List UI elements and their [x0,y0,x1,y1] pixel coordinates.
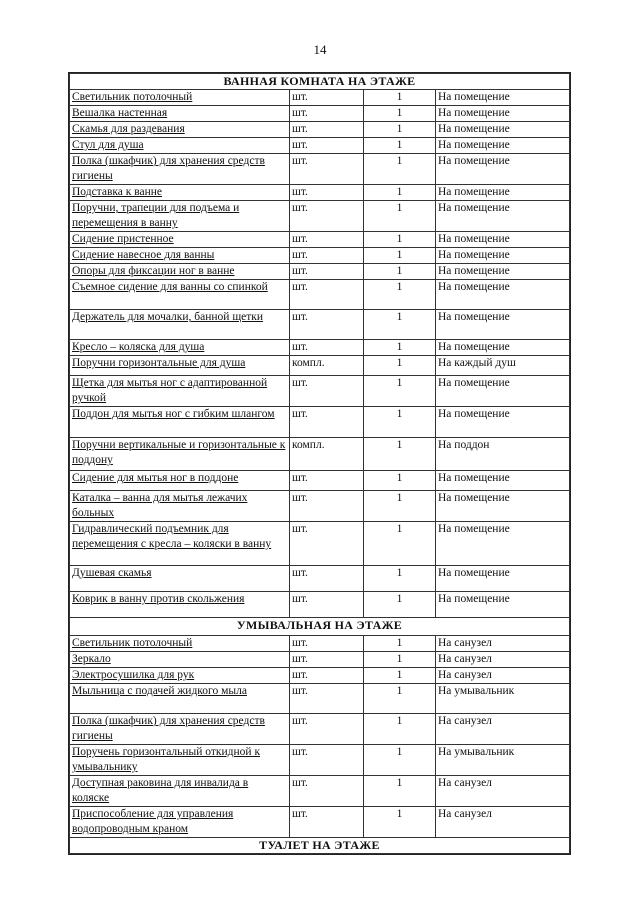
item-qty: 1 [364,90,436,106]
item-qty: 1 [364,232,436,248]
item-qty: 1 [364,592,436,618]
item-name: Мыльница с подачей жидкого мыла [70,684,290,714]
item-name: Поручень горизонтальный откидной к умывальнику [70,745,290,776]
item-qty: 1 [364,310,436,340]
item-name: Гидравлический подъемник для перемещения с кресла – коляски в ванну [70,522,290,566]
item-qty: 1 [364,122,436,138]
table-row [70,438,570,471]
table-row [70,280,570,310]
item-unit: шт. [290,340,364,356]
item-unit: шт. [290,668,364,684]
item-norm: На помещение [436,248,570,264]
item-name: Полка (шкафчик) для хранения средств гигиены [70,154,290,185]
item-qty: 1 [364,684,436,714]
table-row [70,106,570,122]
item-name: Скамья для раздевания [70,122,290,138]
item-name: Опоры для фиксации ног в ванне [70,264,290,280]
table-row [70,407,570,438]
item-qty: 1 [364,471,436,491]
item-qty: 1 [364,356,436,376]
item-name: Электросушилка для рук [70,668,290,684]
item-unit: шт. [290,652,364,668]
item-name: Стул для душа [70,138,290,154]
item-norm: На помещение [436,232,570,248]
item-name: Доступная раковина для инвалида в коляске [70,776,290,807]
table-row [70,310,570,340]
item-qty: 1 [364,407,436,438]
table-row [70,776,570,807]
item-unit: шт. [290,122,364,138]
item-norm: На каждый душ [436,356,570,376]
item-norm: На помещение [436,138,570,154]
item-qty: 1 [364,668,436,684]
item-name: Держатель для мочалки, банной щетки [70,310,290,340]
item-name: Кресло – коляска для душа [70,340,290,356]
item-norm: На умывальник [436,684,570,714]
item-qty: 1 [364,652,436,668]
item-name: Вешалка настенная [70,106,290,122]
table-row [70,340,570,356]
item-unit: шт. [290,232,364,248]
item-qty: 1 [364,745,436,776]
item-unit: шт. [290,471,364,491]
item-unit: шт. [290,522,364,566]
table-row [70,201,570,232]
item-unit: шт. [290,154,364,185]
item-unit: шт. [290,310,364,340]
table-row [70,668,570,684]
item-norm: На санузел [436,652,570,668]
table-row [70,356,570,376]
table-row [70,232,570,248]
item-qty: 1 [364,807,436,838]
table-row [70,807,570,838]
item-unit: шт. [290,185,364,201]
item-unit: шт. [290,138,364,154]
item-norm: На санузел [436,668,570,684]
section-title: УМЫВАЛЬНАЯ НА ЭТАЖЕ [70,618,570,636]
item-qty: 1 [364,185,436,201]
table-row [70,90,570,106]
item-norm: На помещение [436,592,570,618]
item-qty: 1 [364,106,436,122]
item-unit: шт. [290,714,364,745]
item-name: Светильник потолочный [70,636,290,652]
item-unit: компл. [290,356,364,376]
item-qty: 1 [364,248,436,264]
item-norm: На помещение [436,471,570,491]
item-name: Сидение навесное для ванны [70,248,290,264]
table-row [70,522,570,566]
item-name: Поручни горизонтальные для душа [70,356,290,376]
item-name: Душевая скамья [70,566,290,592]
table-row [70,264,570,280]
item-name: Приспособление для управления водопроводным краном [70,807,290,838]
table-row [70,248,570,264]
item-name: Поддон для мытья ног с гибким шлангом [70,407,290,438]
item-norm: На помещение [436,122,570,138]
equipment-table [68,72,571,855]
item-qty: 1 [364,438,436,471]
item-norm: На помещение [436,407,570,438]
item-norm: На помещение [436,201,570,232]
section-header [70,618,570,636]
table-row [70,491,570,522]
item-norm: На помещение [436,522,570,566]
item-name: Коврик в ванну против скольжения [70,592,290,618]
item-name: Зеркало [70,652,290,668]
table-row [70,566,570,592]
item-norm: На поддон [436,438,570,471]
item-unit: шт. [290,592,364,618]
item-norm: На помещение [436,376,570,407]
table-row [70,592,570,618]
item-name: Светильник потолочный [70,90,290,106]
item-norm: На помещение [436,185,570,201]
table-row [70,138,570,154]
item-unit: шт. [290,684,364,714]
item-qty: 1 [364,264,436,280]
item-qty: 1 [364,491,436,522]
table-row [70,745,570,776]
item-qty: 1 [364,522,436,566]
item-unit: шт. [290,280,364,310]
item-norm: На помещение [436,310,570,340]
item-name: Подставка к ванне [70,185,290,201]
item-name: Сидение пристенное [70,232,290,248]
page-number: 14 [313,42,327,57]
table-row [70,636,570,652]
table-row [70,684,570,714]
item-norm: На санузел [436,776,570,807]
item-unit: шт. [290,407,364,438]
section-header [70,74,570,90]
table-row [70,154,570,185]
item-norm: На помещение [436,566,570,592]
item-unit: шт. [290,248,364,264]
item-unit: шт. [290,264,364,280]
table-row [70,185,570,201]
section-title: ВАННАЯ КОМНАТА НА ЭТАЖЕ [70,74,570,90]
table-row [70,122,570,138]
item-qty: 1 [364,154,436,185]
item-unit: шт. [290,807,364,838]
item-name: Каталка – ванна для мытья лежачих больных [70,491,290,522]
item-name: Сидение для мытья ног в поддоне [70,471,290,491]
item-unit: шт. [290,636,364,652]
table-row [70,652,570,668]
item-unit: компл. [290,438,364,471]
table-row [70,376,570,407]
item-norm: На санузел [436,636,570,652]
item-unit: шт. [290,745,364,776]
item-norm: На санузел [436,807,570,838]
item-name: Поручни вертикальные и горизонтальные к поддону [70,438,290,471]
item-norm: На помещение [436,264,570,280]
item-norm: На помещение [436,154,570,185]
item-qty: 1 [364,776,436,807]
item-unit: шт. [290,106,364,122]
item-unit: шт. [290,491,364,522]
item-name: Полка (шкафчик) для хранения средств гигиены [70,714,290,745]
item-qty: 1 [364,376,436,407]
item-unit: шт. [290,201,364,232]
table-row [70,714,570,745]
table-row [70,471,570,491]
item-norm: На санузел [436,714,570,745]
item-name: Съемное сидение для ванны со спинкой [70,280,290,310]
item-norm: На помещение [436,106,570,122]
item-name: Щетка для мытья ног с адаптированной ручкой [70,376,290,407]
item-qty: 1 [364,340,436,356]
section-header [70,838,570,854]
item-qty: 1 [364,280,436,310]
item-qty: 1 [364,714,436,745]
item-unit: шт. [290,376,364,407]
item-qty: 1 [364,138,436,154]
item-norm: На помещение [436,491,570,522]
item-qty: 1 [364,566,436,592]
item-unit: шт. [290,90,364,106]
item-name: Поручни, трапеции для подъема и перемещения в ванну [70,201,290,232]
item-qty: 1 [364,201,436,232]
item-norm: На помещение [436,280,570,310]
item-qty: 1 [364,636,436,652]
item-unit: шт. [290,566,364,592]
item-norm: На умывальник [436,745,570,776]
section-title: ТУАЛЕТ НА ЭТАЖЕ [70,838,570,854]
item-norm: На помещение [436,340,570,356]
item-unit: шт. [290,776,364,807]
item-norm: На помещение [436,90,570,106]
